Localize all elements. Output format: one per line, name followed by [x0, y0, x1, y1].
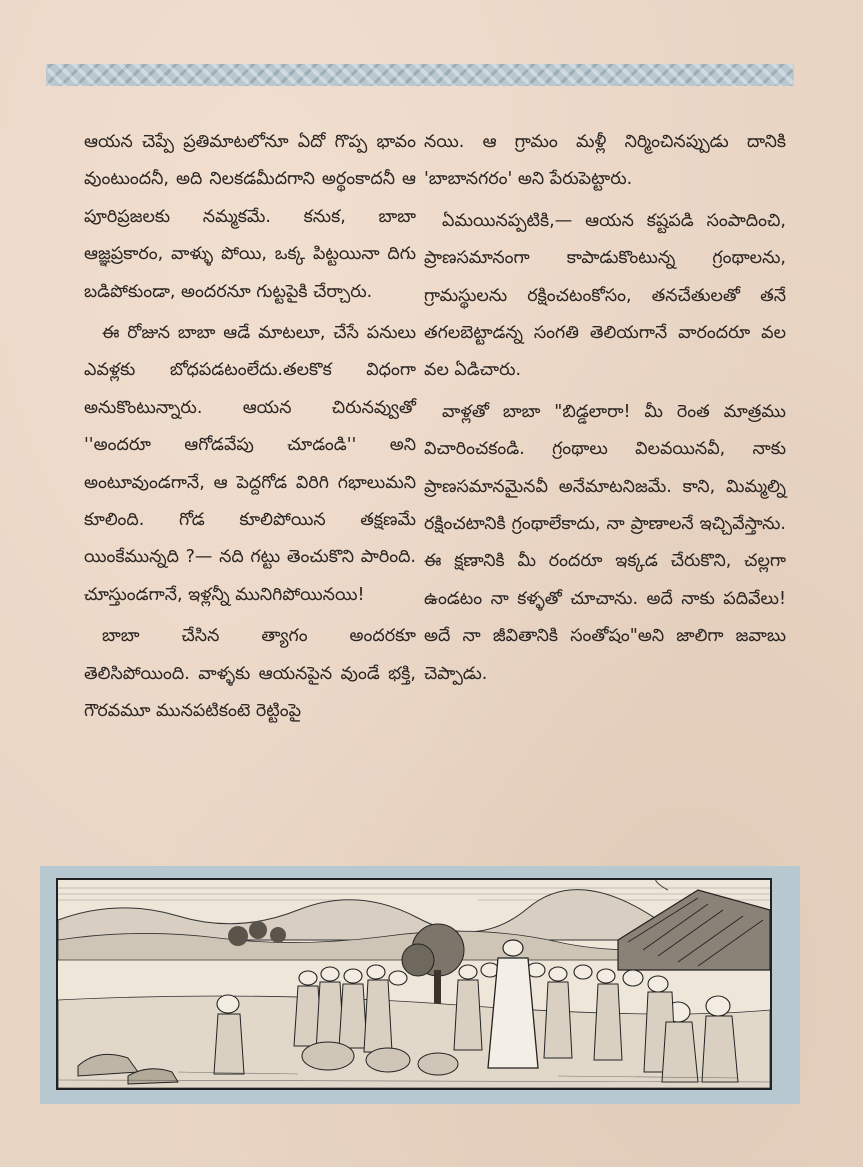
right-paragraph-1: నయి. ఆ గ్రామం మళ్లీ నిర్మించినప్పుడు దానికి 'బాబానగరం' అని పేరుపెట్టారు.	[424, 132, 786, 190]
left-paragraph-3: బాబా చేసిన త్యాగం అందరకూ తెలిసిపోయింది. వాళ్ళకు ఆయనపైన వుండే భక్తి, గౌరవమూ మునపటికంటె రెట్టింపై	[84, 626, 416, 722]
left-text-column	[84, 124, 416, 735]
decorative-border-strip	[46, 64, 794, 86]
right-paragraph-3: వాళ్లతో బాబా "బిడ్డలారా! మీ రెంత మాత్రము విచారించకండి. గ్రంథాలు విలవయినవీ, నాకు ప్రాణసమానమైనవీ అనేమాటనిజమే. కాని, మిమ్మల్ని రక్షించటానికి గ్రంథాలేకాదు, నా ప్రాణాలనే ఇచ్చివేస్తాను. ఈ క్షణానికి మీ రందరూ ఇక్కడ చేరుకొని, చల్లగా ఉండటం నా కళ్ళతో చూచాను. అదే నాకు పదివేలు! అదే నా జీవితానికి సంతోషం"అని జాలిగా జవాబు చెప్పాడు.	[424, 401, 786, 684]
left-paragraph-1: ఆయన చెప్పే ప్రతిమాటలోనూ ఏదో గొప్ప భావం వుంటుందనీ, అది నిలకడమీదగాని అర్థంకాదనీ ఆ పూరిప్రజలకు నమ్మకమే. కనుక, బాబా ఆజ్ఞప్రకారం, వాళ్ళు పోయి, ఒక్క పిట్టయినా దిగు బడిపోకుండా, అందరనూ గుట్టపైకి చేర్చారు.	[84, 132, 416, 302]
right-text-column	[424, 124, 786, 697]
left-paragraph-2: ఈ రోజున బాబా ఆడే మాటలూ, చేసే పనులు ఎవళ్లకు బోధపడటంలేదు.తలకొక విధంగా అనుకొంటున్నారు. ఆయన చిరునవ్వుతో ''అందరూ ఆగోడవేపు చూడండి'' అని అంటూవుండగానే, ఆ పెద్దగోడ విరిగి గభాలుమని కూలింది. గోడ కూలిపోయిన తక్షణమే యింకేమున్నది ?— నది గట్టు తెంచుకొని పారింది. చూస్తుండగానే, ఇళ్లన్నీ మునిగిపోయినయి!	[84, 323, 416, 605]
illustration-drawing	[58, 880, 770, 1088]
right-paragraph-2: ఏమయినప్పటికి,— ఆయన కష్టపడి సంపాదించి, ప్రాణసమానంగా కాపాడుకొంటున్న గ్రంథాలను, గ్రామస్థులను రక్షించటంకోసం, తనచేతులతో తనే తగలబెట్టాడన్న సంగతి తెలియగానే వారందరూ వల వల ఏడిచారు.	[424, 210, 786, 381]
village-crowd-illustration	[56, 878, 772, 1090]
